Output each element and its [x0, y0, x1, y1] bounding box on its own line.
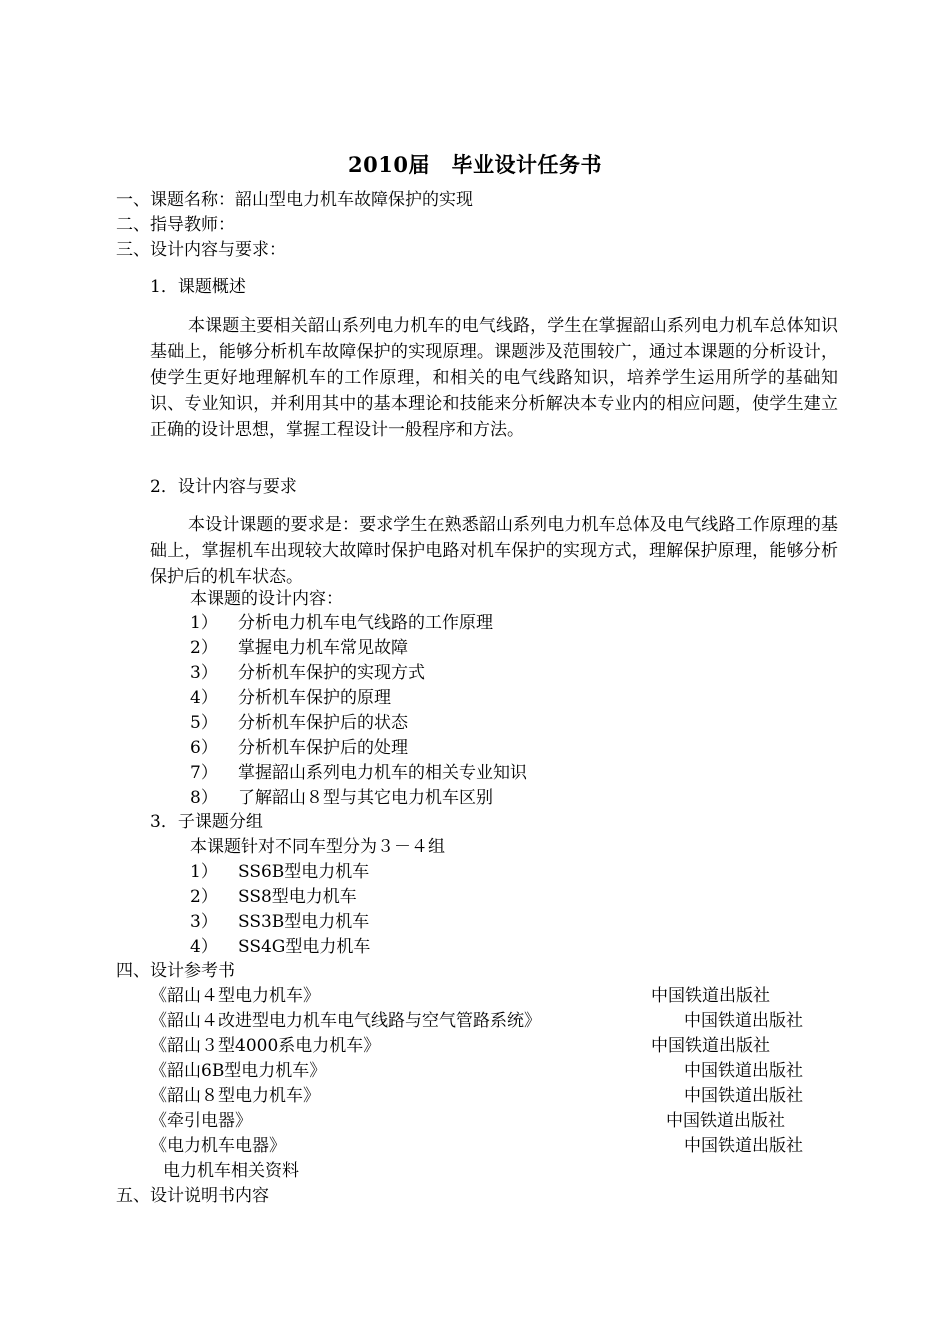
reference-title: 《牵引电器》: [150, 1111, 252, 1131]
list-item-number: 3）: [190, 912, 218, 932]
reference-publisher: 中国铁道出版社: [684, 1011, 803, 1031]
references-header: 四、设计参考书: [116, 961, 235, 981]
list-item-number: 4）: [190, 688, 218, 708]
section-3-heading: 3．子课题分组: [150, 812, 263, 832]
section-2-paragraph: 本设计课题的要求是：要求学生在熟悉韶山系列电力机车总体及电气线路工作原理的基础上，掌握机车出现较大故障时保护电路对机车保护的实现方式，理解保护原理，能够分析保护后的机车状态。: [150, 515, 838, 587]
section-3-intro: 本课题针对不同车型分为３－４组: [190, 837, 445, 857]
reference-title: 《韶山４改进型电力机车电气线路与空气管路系统》: [150, 1011, 541, 1031]
list-item-number: 6）: [190, 738, 218, 758]
spec-header: 五、设计说明书内容: [116, 1186, 269, 1206]
list-item-text: SS4G型电力机车: [238, 937, 371, 957]
content-header: 三、设计内容与要求：: [116, 240, 286, 260]
list-item-text: 分析机车保护后的处理: [238, 738, 408, 758]
reference-publisher: 中国铁道出版社: [684, 1061, 803, 1081]
teacher-line: 二、指导教师：: [116, 215, 235, 235]
list-item-text: SS8型电力机车: [238, 887, 357, 907]
reference-title: 《电力机车电器》: [150, 1136, 286, 1156]
list-item-number: 5）: [190, 713, 218, 733]
reference-title: 《韶山３型4000系电力机车》: [150, 1036, 381, 1056]
list-item-number: 1）: [190, 613, 218, 633]
list-item-number: 3）: [190, 663, 218, 683]
list-item-number: 2）: [190, 638, 218, 658]
list-item-number: 1）: [190, 862, 218, 882]
reference-publisher: 中国铁道出版社: [651, 986, 770, 1006]
page-title: 2010届 毕业设计任务书: [348, 152, 602, 177]
reference-title: 《韶山6B型电力机车》: [150, 1061, 327, 1081]
list-item-text: 分析机车保护的原理: [238, 688, 391, 708]
section-1-heading: 1．课题概述: [150, 277, 246, 297]
list-item-number: 7）: [190, 763, 218, 783]
list-item-text: SS6B型电力机车: [238, 862, 370, 882]
list-item-number: 2）: [190, 887, 218, 907]
list-item-text: 分析机车保护的实现方式: [238, 663, 425, 683]
reference-publisher: 中国铁道出版社: [684, 1086, 803, 1106]
reference-publisher: 中国铁道出版社: [651, 1036, 770, 1056]
reference-publisher: 中国铁道出版社: [666, 1111, 785, 1131]
list-item-text: SS3B型电力机车: [238, 912, 370, 932]
reference-title: 《韶山４型电力机车》: [150, 986, 320, 1006]
list-item-number: 8）: [190, 788, 218, 808]
section-2-heading: 2．设计内容与要求: [150, 477, 297, 497]
reference-title: 《韶山８型电力机车》: [150, 1086, 320, 1106]
reference-publisher: 中国铁道出版社: [684, 1136, 803, 1156]
topic-line: 一、课题名称：韶山型电力机车故障保护的实现: [116, 190, 473, 210]
list-item-text: 了解韶山８型与其它电力机车区别: [238, 788, 493, 808]
design-content-intro: 本课题的设计内容：: [190, 589, 343, 609]
list-item-text: 分析机车保护后的状态: [238, 713, 408, 733]
list-item-text: 分析电力机车电气线路的工作原理: [238, 613, 493, 633]
reference-extra: 电力机车相关资料: [163, 1161, 299, 1181]
list-item-text: 掌握韶山系列电力机车的相关专业知识: [238, 763, 527, 783]
list-item-text: 掌握电力机车常见故障: [238, 638, 408, 658]
list-item-number: 4）: [190, 937, 218, 957]
section-1-paragraph: 本课题主要相关韶山系列电力机车的电气线路，学生在掌握韶山系列电力机车总体知识基础上，能够分析机车故障保护的实现原理。课题涉及范围较广，通过本课题的分析设计，使学生更好地理解机车的工作原理，和相关的电气线路知识，培养学生运用所学的基础知识、专业知识，并利用其中的基本理论和技能来分析解决本专业内的相应问题，使学生建立正确的设计思想，掌握工程设计一般程序和方法。: [150, 316, 838, 440]
